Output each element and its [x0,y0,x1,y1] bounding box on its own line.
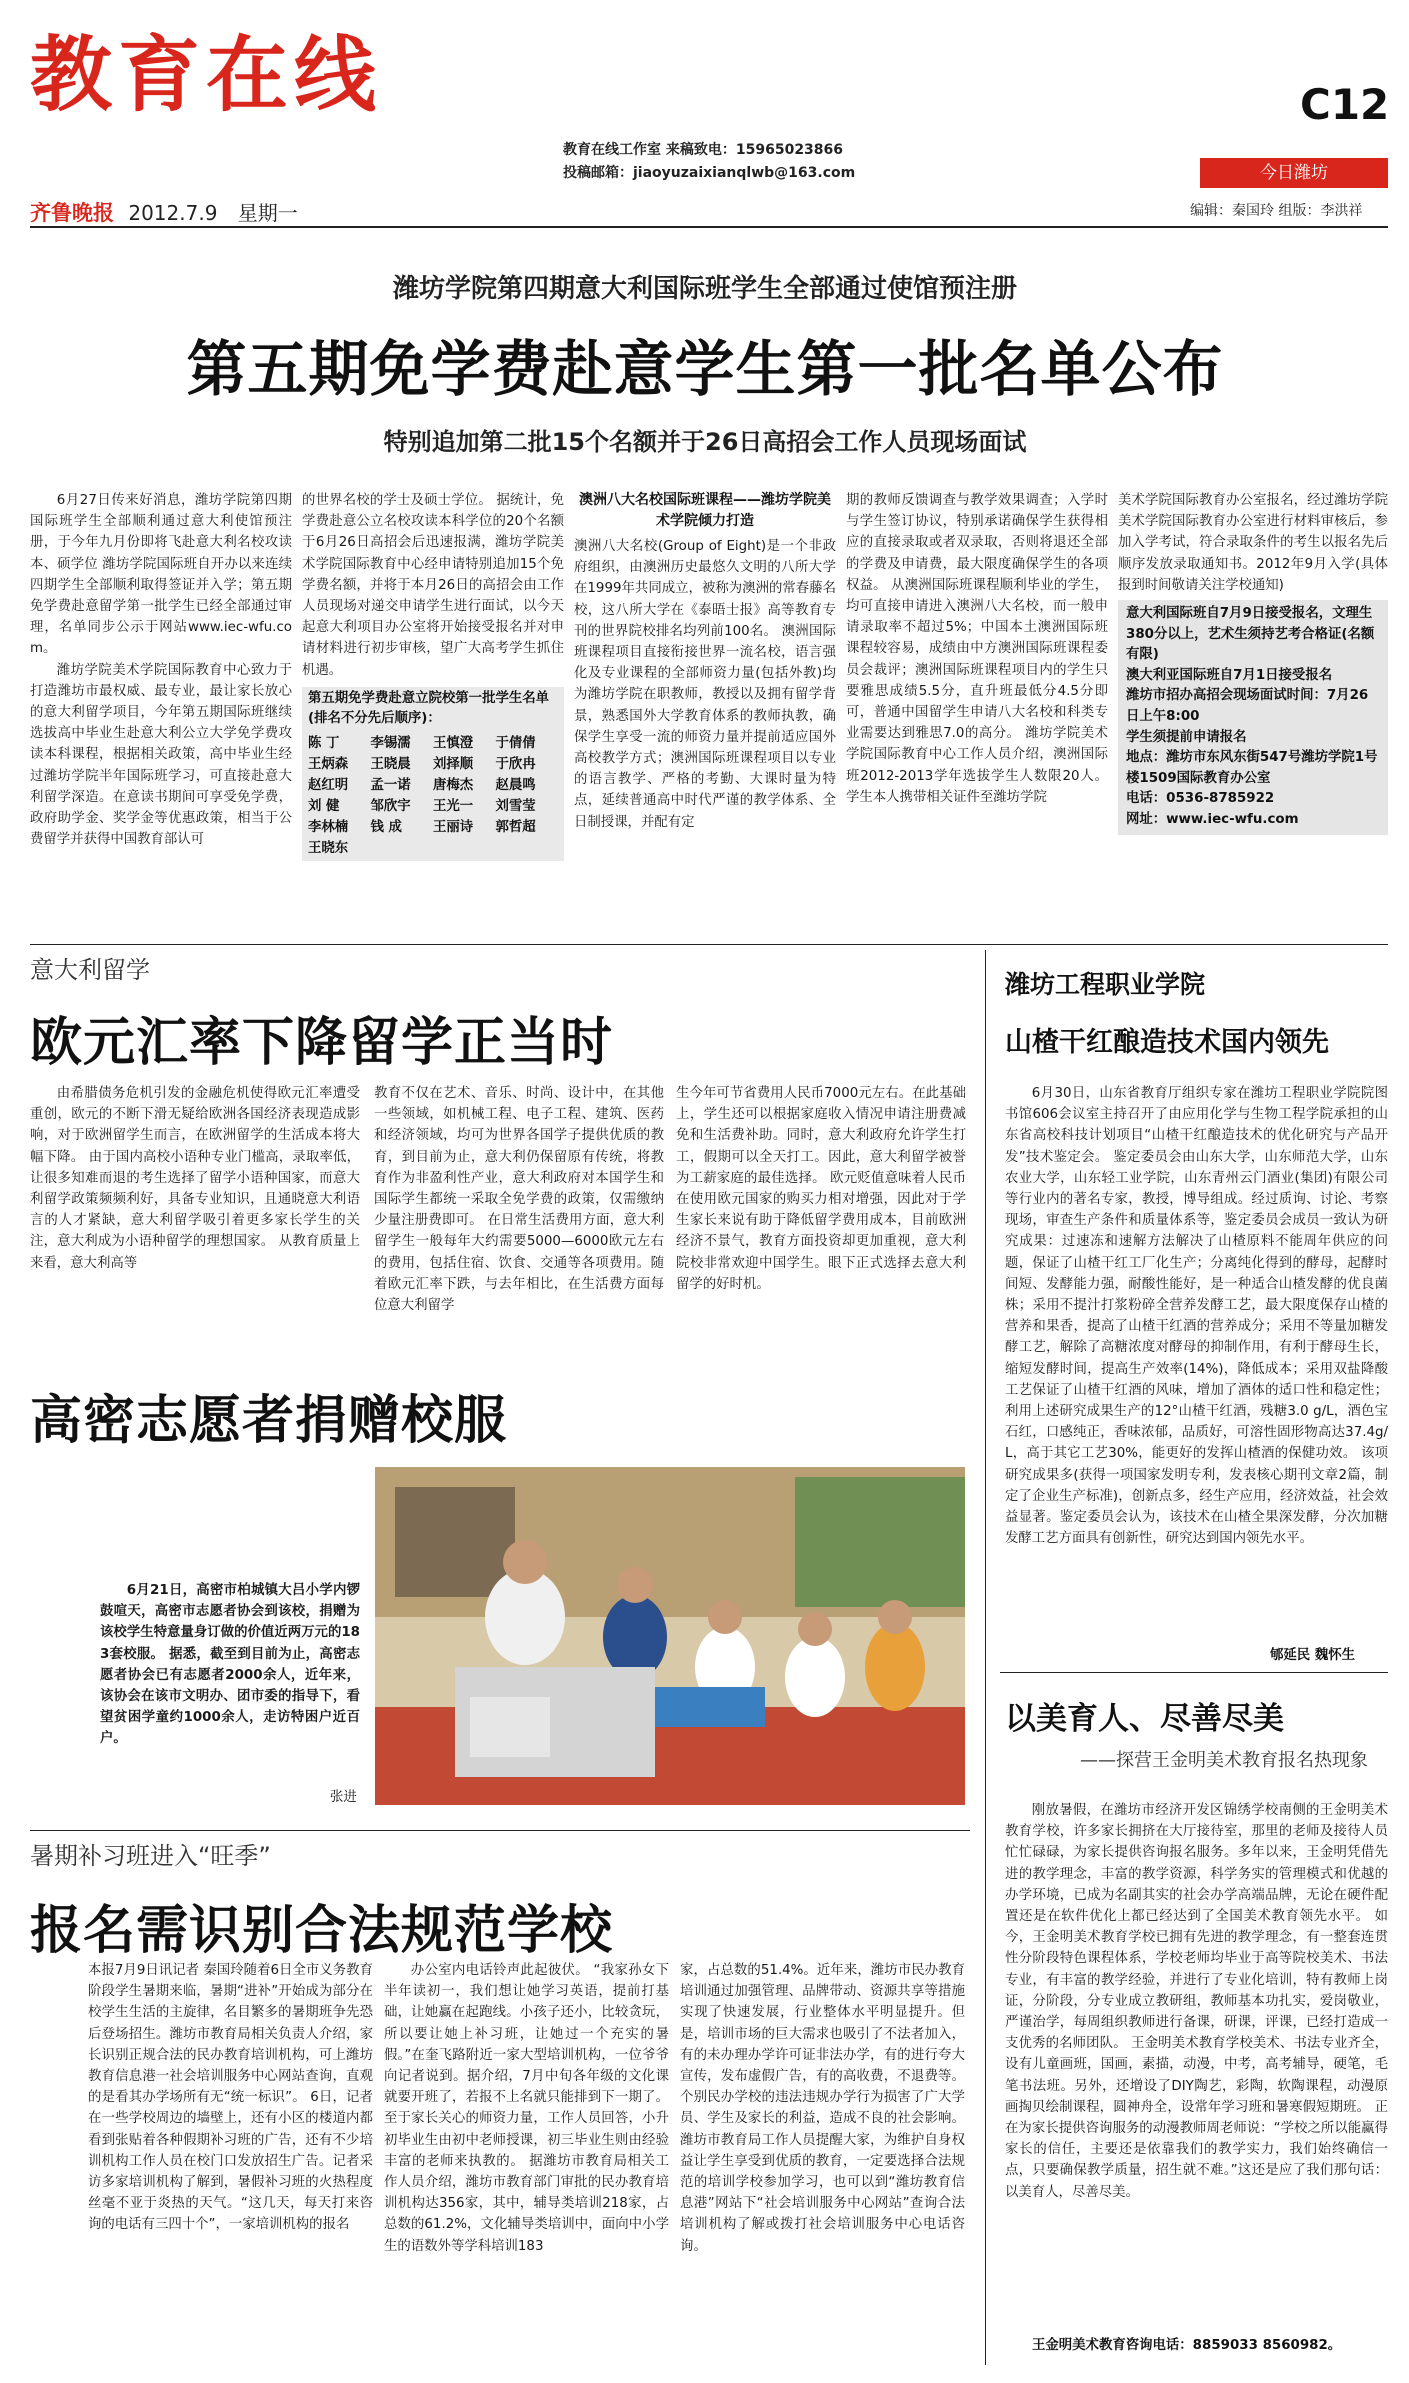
section-rule [1000,1672,1388,1673]
euro-col3: 生今年可节省费用人民币7000元左右。在此基础上，学生还可以根据家庭收入情况申请注册费减免和生活费补助。同时，意大利政府允许学生打工，假期可以全天打工。因此，意大利留学被誉为工薪家庭的最佳选择。 欧元贬值意味着人民币在使用欧元国家的购买力相对增强，因此对于学生家长来说有助于降低留学费用成本，目前欧洲经济不景气，教育方面投资却更加重视，意大利院校非常欢迎中国学生。眼下正式选择去意大利留学的好时机。 [676,1086,966,1292]
section-tag: 今日潍坊 [1200,158,1388,188]
column-divider [985,950,986,2365]
student-name: 李林楠 [308,819,349,835]
weekday: 星期一 [237,201,298,225]
top-story-col5-wrap [1118,490,1388,835]
art-subhead: ——探营王金明美术教育报名热现象 [1080,1750,1368,1771]
info-line: 澳大利亚国际班自7月1日接受报名 [1126,667,1333,683]
masthead-title: 教育在线 [30,27,383,123]
section-rule [30,1830,970,1831]
student-name: 王光一 [433,798,474,814]
student-name: 王慎澄 [433,735,474,751]
student-name: 赵红明 [308,777,349,793]
top-story-col1 [30,490,292,850]
summer-col1: 本报7月9日讯记者 秦国玲随着6日全市义务教育阶段学生暑期来临，暑期“进补”开始成为部分在校学生生活的主旋律，名目繁多的暑期班争先恐后登场招生。潍坊市教育局相关负责人介绍，家长识别正规合法的民办教育培训机构，可上潍坊教育信息港一社会培训服务中心网站查询，直观的是看其办学场所有无“统一标识”。 6日，记者在一些学校周边的墙壁上，还有小区的楼道内都看到张贴着各种假期补习班的广告，还有不少培训机构工作人员在校门口发放招生广告。记者采访多家培训机构了解到，暑假补习班的火热程度丝毫不亚于炎热的天气。“这几天，每天打来咨询的电话有三四十个”，一家培训机构的报名 [88,1963,373,2233]
top-story-col2-wrap [302,490,564,861]
student-name: 王晓晨 [370,756,411,772]
euro-col1: 由希腊债务危机引发的金融危机使得欧元汇率遭受重创，欧元的不断下滑无疑给欧洲各国经济表现造成影响，对于欧洲留学生而言，在欧洲留学的生活成本将大幅下降。 由于国内高校小语种专业门槛高，录取率低，让很多知难而退的考生选择了留学小语种国家，而意大利留学政策频频利好，具备专业知识，且通晓意大利语言的人才紧缺，意大利留学吸引着更多家长学生的关注，意大利成为小语种留学的理想国家。 从教育质量上来看，意大利高等 [30,1086,360,1271]
top-story-kicker: 潍坊学院第四期意大利国际班学生全部通过使馆预注册 [392,274,1017,304]
gaomi-headline: 高密志愿者捐赠校服 [30,1391,508,1451]
art-contact: 王金明美术教育咨询电话：8859033 8560982。 [1032,2338,1342,2353]
vocational-byline: 郇延民 魏怀生 [1270,1648,1356,1663]
aus-subhead: 澳洲八大名校国际班课程——潍坊学院美术学院倾力打造 [579,492,831,529]
contact-line-2: 投稿邮箱：jiaoyuzaixianqlwb@163.com [563,165,856,181]
top-story-col5: 美术学院国际教育办公室报名，经过潍坊学院美术学院国际教育办公室进行材料审核后，参加入学考试，符合录取条件的考生以报名先后顺序发放录取通知书。2012年9月入学(具体报到时间敬请关注学校通知) [1118,493,1388,593]
student-name: 刘 健 [308,798,340,814]
donation-photo-illustration [375,1467,965,1805]
euro-col2: 教育不仅在艺术、音乐、时尚、设计中，在其他一些领域，如机械工程、电子工程、建筑、医药和经济领域，均可为世界各国学子提供优质的教育，到目前为止，意大利仍保留原有传统，将教育作为非盈利性产业，意大利政府对本国学生和国际学生都统一采取全免学费的政策，仅需缴纳少量注册费即可。 在日常生活费用方面，意大利留学生一般每年大约需要5000—6000欧元左右的费用，包括住宿、饮食、交通等各项费用。随着欧元汇率下跌，与去年相比，在生活费方面每位意大利留学 [374,1086,664,1314]
student-name: 于倩倩 [495,735,536,751]
student-name: 王炳森 [308,756,349,772]
enrollment-infobox [1118,600,1388,835]
euro-headline: 欧元汇率下降留学正当时 [30,1013,614,1073]
summer-col3: 家，占总数的51.4%。近年来，潍坊市民办教育培训通过加强管理、品牌带动、资源共享等措施实现了快速发展，行业整体水平明显提升。但是，培训市场的巨大需求也吸引了不法者加入，有的未办理办学许可证非法办学，有的进行夸大宣传，发布虚假广告，有的高收费，不退费等。个别民办学校的违法违规办学行为损害了广大学员、学生及家长的利益，造成不良的社会影响。 潍坊市教育局工作人员提醒大家，为维护自身权益让学生享受到优质的教育，一定要选择合法规范的培训学校参加学习，也可以到“潍坊教育信息港”网站下“社会培训服务中心网站”查询合法培训机构了解或拨打社会培训服务中心电话咨询。 [680,1963,965,2254]
info-line: 意大利国际班自7月9日接受报名，文理生380分以上，艺术生须持艺考合格证(名额有限) [1126,606,1375,663]
info-line: 电话：0536-8785922 [1126,791,1275,807]
info-line: 学生须提前申请报名 [1126,729,1247,745]
euro-section-label: 意大利留学 [30,956,150,984]
summer-col2: 办公室内电话铃声此起彼伏。 “我家孙女下半年读初一，我们想让她学习英语，提前打基础，让她赢在起跑线。小孩子还小，比较贪玩，所以要让她上补习班，让她过一个充实的暑假。”在奎飞路附近一家大型培训机构，一位爷爷向记者说到。据介绍，7月中旬各年级的文化课就要开班了，若报不上名就只能排到下一期了。至于家长关心的师资力量，工作人员回答，小升初毕业生由初中老师授课，初三毕业生则由经验丰富的老师来执教的。 据潍坊市教育局相关工作人员介绍，潍坊市教育部门审批的民办教育培训机构达356家，其中，辅导类培训218家，占总数的61.2%，文化辅导类培训中，面向中小学生的语数外等学科培训183 [384,1963,669,2254]
top-story-headline: 第五期免学费赴意学生第一批名单公布 [186,335,1224,405]
student-name: 于欣冉 [495,756,536,772]
top-story-col2: 的世界名校的学士及硕士学位。 据统计，免学费赴意公立名校攻读本科学位的20个名额于6月26日高招会后迅速报满，潍坊学院美术学院国际教育中心经申请特别追加15个免学费名额，并将于本月26日的高招会由工作人员现场对递交申请学生进行面试，以今天起意大利项目办公室将开始接受报名并对申请材料进行初步审核，望广大高考学生抓住机遇。 [302,493,564,678]
vocational-body: 6月30日，山东省教育厅组织专家在潍坊工程职业学院院图书馆606会议室主持召开了由应用化学与生物工程学院承担的山东省高校科技计划项目“山楂干红酿造技术的优化研究与产品开发”技术鉴定会。 鉴定委员会由山东大学，山东师范大学，山东农业大学，山东轻工业学院，山东青州云门酒业(集团)有限公司等行业内的著名专家，教授，博导组成。经过质询、讨论、考察现场，审查生产条件和质量体系等，鉴定委员会成员一致认为研究成果：过速冻和速解方法解决了山楂原料不能周年供应的问题，保证了山楂干红工厂化生产；分离纯化得到的酵母，起酵时间短、发酵能力强，耐酸性能好，是一种适合山楂发酵的优良菌株；采用不提汁打浆粉碎全营养发酵工艺，最大限度保存山楂的营养和果香，提高了山楂干红酒的营养成分；采用不等量加糖发酵工艺，解除了高糖浓度对酵母的抑制作用，有利于酵母生长，缩短发酵时间，提高生产效率(14%)，降低成本；采用双盐降酸工艺保证了山楂干红酒的风味，增加了酒体的适口性和稳定性；利用上述研究成果生产的12°山楂干红酒，残糖3.0 g/L，酒色宝石红，口感纯正，香味浓郁，品质好，可溶性固形物高达37.4g/L，高于其它工艺30%，能更好的发挥山楂酒的保健功效。 该项研究成果多(获得一项国家发明专利，发表核心期刊文章2篇，制定了企业生产标准)，创新点多，经生产应用，经济效益，社会效益显著。鉴定委员会认为，该技术在山楂全果深发酵，分次加糖发酵工艺方面具有创新性，研究达到国内领先水平。 [1005,1086,1388,1547]
section-rule [30,944,1388,945]
student-name: 唐梅杰 [433,777,474,793]
top-story-col3: 澳洲八大名校(Group of Eight)是一个非政府组织，由澳洲历史最悠久文明的八所大学在1999年共同成立，被称为澳洲的常春藤名校，这八所大学在《泰晤士报》高等教育专刊的世界院校排名均列前100名。 澳洲国际班课程项目直接衔接世界一流名校，语言强化及专业课程的全部师资力量(包括外教)均为潍坊学院在职教师，教授以及拥有留学背景，熟悉国外大学教育体系的教师执教，确保学生享受一流的师资力量并提前适应国外高校教学方式；澳洲国际班课程项目以专业的语言教学、严格的考勤、大课时量为特点，延续普通高中时代严谨的教学体系、全日制授课，并配有定 [574,539,836,830]
top-story-subhead: 特别追加第二批15个名额并于26日高招会工作人员现场面试 [383,428,1027,456]
namelist-title: 第五期免学费赴意立院校第一批学生名单(排名不分先后顺序)： [308,690,550,726]
student-name: 钱 成 [370,819,402,835]
summer-headline: 报名需识别合法规范学校 [30,1901,614,1961]
gaomi-byline: 张进 [330,1790,357,1805]
student-name: 刘雪莹 [495,798,536,814]
student-name: 郭哲超 [495,819,536,835]
editor-credits: 编辑：秦国玲 组版：李洪祥 [1190,203,1363,219]
gaomi-body: 6月21日，高密市柏城镇大吕小学内锣鼓喧天，高密市志愿者协会到该校，捐赠为该校学生特意量身订做的价值近两万元的183套校服。 据悉，截至到目前为止，高密志愿者协会已有志愿者2000余人，近年来，该协会在该市文明办、团市委的指导下，看望贫困学童约1000余人，走访特困户近百户。 [100,1583,360,1747]
page-number: C12 [1300,80,1390,129]
namelist-box [302,687,564,861]
issue-date: 2012.7.9 [128,201,218,225]
info-line: 网址：www.iec-wfu.com [1126,811,1299,827]
summer-section-label: 暑期补习班进入“旺季” [30,1842,271,1870]
student-name: 王丽诗 [433,819,474,835]
student-name: 赵晨鸣 [495,777,536,793]
donation-photo [375,1467,965,1805]
paragraph: 潍坊学院美术学院国际教育中心致力于打造潍坊市最权威、最专业，最让家长放心的意大利留学项目，今年第五期国际班继续选拔高中毕业生赴意大利公立大学免学费攻读本科课程，根据相关政策，高中毕业生经过潍坊学院半年国际班学习，可直接赴意大利留学深造。在意读书期间可享受免学费，政府助学金、奖学金等优惠政策，相当于公费留学并获得中国教育部认可 [30,662,292,848]
student-name: 邹欣宇 [370,798,411,814]
student-name: 刘择顺 [433,756,474,772]
top-story-col3-wrap [574,490,836,833]
masthead-rule [30,226,1388,228]
namelist-grid [302,731,564,861]
paragraph: 6月27日传来好消息，潍坊学院第四期国际班学生全部顺利通过意大利使馆预注册，于今年九月份即将飞赴意大利名校攻读本、硕学位 潍坊学院国际班自开办以来连续四期学生全部顺利取得签证并入学；第五期免学费赴意留学第一批学生已经全部通过审理，名单同步公示于网站www.iec-wfu.com。 [30,493,292,657]
info-line: 潍坊市招办高招会现场面试时间：7月26日上午8:00 [1126,688,1369,724]
student-name: 李锡濡 [370,735,411,751]
vocational-headline: 山楂干红酿造技术国内领先 [1005,1027,1329,1058]
art-headline: 以美育人、尽善尽美 [1005,1701,1284,1737]
art-body: 刚放暑假，在潍坊市经济开发区锦绣学校南侧的王金明美术教育学校，许多家长拥挤在大厅接待室，那里的老师及接待人员忙忙碌碌，为家长提供咨询报名服务。多年以来，王金明凭借先进的教学理念，丰富的教学资源，科学务实的管理模式和优越的办学环境，已成为名副其实的社会办学高端品牌，无论在硬件配置还是在软件优化上都已经达到了全国美术教育领先水平。 如今，王金明美术教育学校已拥有先进的教学理念，有一整套连贯性分阶段特色课程体系，学校老师均毕业于高等院校美术、书法专业，有丰富的教学经验，并进行了专业化培训，特有教师上岗证，分阶段，分专业成立教研组，教师基本功扎实，爱岗敬业，严谨治学，每周组织教师进行备课，研课，评课，已经打造成一支优秀的名师团队。 王金明美术教育学校美术、书法专业齐全，设有儿童画班，国画，素描，动漫，中考，高考辅导，硬笔，毛笔书法班。另外，还增设了DIY陶艺，彩陶，软陶课程，动漫原画掏贝绘制课程，圆神舟全，设常年学习班和暑寒假短期班。 正在为家长提供咨询服务的动漫教师周老师说：“学校之所以能赢得家长的信任，主要还是依靠我们的教学实力，我们始终确信一点，只要确保教学质量，招生就不难。”这还是应了我们那句话：以美育人，尽善尽美。 [1005,1803,1388,2200]
dateline [30,197,298,227]
student-name: 孟一诺 [370,777,411,793]
top-story-col4: 期的教师反馈调查与教学效果调查；入学时与学生签订协议，特别承诺确保学生获得相应的直接录取或者双录取，否则将退还全部的学费及申请费，最大限度确保学生的各项权益。 从澳洲国际班课程顺利毕业的学生，均可直接申请进入澳洲八大名校，而一般申请录取率不超过5%；中国本土澳洲国际班课程较容易，成绩由中方澳洲国际班课程委员会裁评；澳洲国际班课程项目内的学生只要雅思成绩5.5分，直升班最低分4.5分即可，普通中国留学生申请八大名校和科类专业需要达到雅思7.0的高分。 潍坊学院美术学院国际教育中心工作人员介绍，澳洲国际班2012-2013学年选拔学生人数限20人。学生本人携带相关证件至潍坊学院 [846,493,1108,805]
contact-line-1: 教育在线工作室 来稿致电：15965023866 [563,142,844,158]
student-name: 陈 丁 [308,735,340,751]
info-line: 地点：潍坊市东风东街547号潍坊学院1号楼1509国际教育办公室 [1126,750,1378,786]
vocational-school: 潍坊工程职业学院 [1005,970,1206,999]
student-name: 王晓东 [308,840,349,856]
paper-logo: 齐鲁晚报 [30,200,114,225]
